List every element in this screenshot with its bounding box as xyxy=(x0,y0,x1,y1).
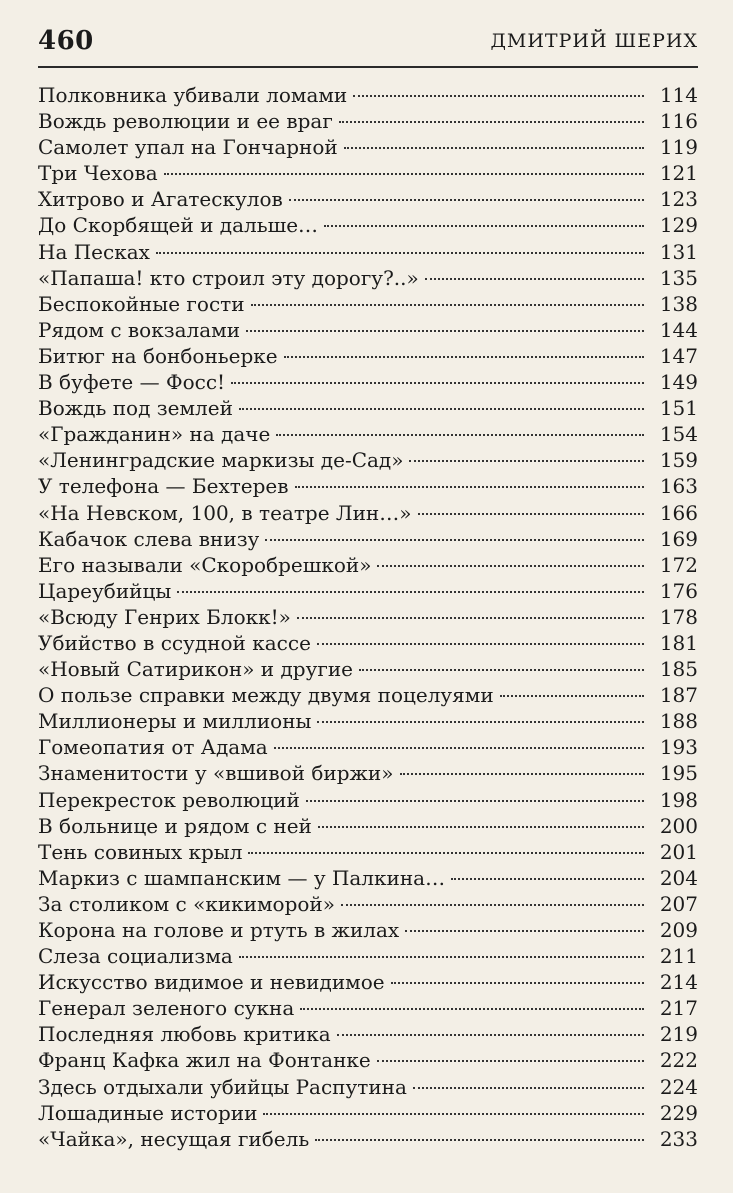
toc-entry-title: Самолет упал на Гончарной xyxy=(38,135,338,160)
toc-dot-leader xyxy=(339,121,644,123)
toc-entry-title: Искусство видимое и невидимое xyxy=(38,970,385,995)
toc-entry-page-number: 147 xyxy=(659,343,698,368)
toc-entry-page-number: 204 xyxy=(659,865,698,890)
toc-entry-page-number: 116 xyxy=(659,109,698,134)
toc-entry-title: Вождь революции и ее враг xyxy=(38,109,333,134)
toc-entry-page-number: 149 xyxy=(659,370,698,395)
toc-dot-leader xyxy=(284,356,644,358)
toc-entry xyxy=(38,473,698,499)
toc-dot-leader xyxy=(156,252,644,254)
toc-entry xyxy=(38,1126,698,1152)
toc-entry-title: «Папаша! кто строил эту дорогу?..» xyxy=(38,265,419,290)
toc-entry xyxy=(38,578,698,604)
toc-entry-title: Тень совиных крыл xyxy=(38,839,243,864)
toc-entry xyxy=(38,552,698,578)
toc-dot-leader xyxy=(405,930,644,932)
toc-dot-leader xyxy=(177,591,644,593)
toc-dot-leader xyxy=(500,695,644,697)
toc-dot-leader xyxy=(164,173,644,175)
toc-entry-page-number: 129 xyxy=(659,213,698,238)
toc-entry-title: На Песках xyxy=(38,239,150,264)
toc-entry-page-number: 119 xyxy=(659,135,698,160)
toc-entry-page-number: 169 xyxy=(659,526,698,551)
toc-entry-page-number: 211 xyxy=(659,944,698,969)
toc-dot-leader xyxy=(265,539,644,541)
toc-entry-title: Цареубийцы xyxy=(38,578,172,603)
toc-dot-leader xyxy=(324,225,644,227)
toc-dot-leader xyxy=(418,513,645,515)
toc-entry-title: О пользе справки между двумя поцелуями xyxy=(38,683,494,708)
toc-entry-title: Корона на голове и ртуть в жилах xyxy=(38,918,400,942)
toc-dot-leader xyxy=(359,669,644,671)
toc-entry xyxy=(38,317,698,343)
toc-dot-leader xyxy=(425,278,644,280)
toc-entry-title: Хитрово и Агатескулов xyxy=(38,187,283,212)
toc-entry xyxy=(38,604,698,630)
toc-dot-leader xyxy=(274,747,644,749)
toc-entry xyxy=(38,708,698,734)
toc-entry-page-number: 159 xyxy=(659,448,698,473)
toc-entry-page-number: 198 xyxy=(659,787,698,812)
toc-entry-title: Вождь под землей xyxy=(38,396,233,421)
page-header xyxy=(38,22,698,68)
toc-entry-page-number: 178 xyxy=(659,604,698,629)
toc-entry-title: Кабачок слева внизу xyxy=(38,526,260,551)
toc-dot-leader xyxy=(409,460,644,462)
toc-dot-leader xyxy=(413,1087,644,1089)
toc-entry-title: У телефона — Бехтерев xyxy=(38,474,289,499)
toc-dot-leader xyxy=(377,565,644,567)
toc-dot-leader xyxy=(317,643,644,645)
toc-dot-leader xyxy=(246,330,644,332)
toc-entry-title: Рядом с вокзалами xyxy=(38,317,241,342)
running-head-author: ДМИТРИЙ ШЕРИХ xyxy=(490,30,698,52)
toc-dot-leader xyxy=(295,486,644,488)
toc-entry xyxy=(38,1047,698,1073)
toc-entry-page-number: 135 xyxy=(659,265,698,290)
toc-entry-page-number: 224 xyxy=(659,1074,698,1099)
toc-entry xyxy=(38,291,698,317)
toc-dot-leader xyxy=(341,904,644,906)
toc-entry-title: Слеза социализма xyxy=(38,944,233,969)
toc-entry-page-number: 172 xyxy=(659,552,698,577)
toc-entry xyxy=(38,1100,698,1126)
toc-entry-title: Три Чехова xyxy=(38,161,158,186)
toc-entry-title: Перекресток революций xyxy=(38,787,300,812)
toc-entry xyxy=(38,787,698,813)
toc-dot-leader xyxy=(451,878,644,880)
toc-entry-title: Франц Кафка жил на Фонтанке xyxy=(38,1048,371,1073)
toc-entry-page-number: 176 xyxy=(659,578,698,603)
toc-dot-leader xyxy=(400,773,645,775)
toc-entry-title: За столиком с «кикиморой» xyxy=(38,891,336,916)
table-of-contents xyxy=(38,82,698,1152)
toc-entry-page-number: 144 xyxy=(659,317,698,342)
toc-entry-page-number: 181 xyxy=(659,630,698,655)
toc-entry-title: До Скорбящей и дальше… xyxy=(38,213,319,238)
toc-entry xyxy=(38,186,698,212)
toc-entry-title: Полковника убивали ломами xyxy=(38,83,348,107)
toc-entry-page-number: 131 xyxy=(659,239,698,264)
toc-entry-page-number: 138 xyxy=(659,291,698,316)
toc-entry xyxy=(38,343,698,369)
toc-entry xyxy=(38,734,698,760)
toc-entry xyxy=(38,526,698,552)
toc-entry-page-number: 187 xyxy=(659,683,698,708)
toc-dot-leader xyxy=(377,1060,644,1062)
toc-dot-leader xyxy=(251,304,644,306)
toc-dot-leader xyxy=(276,434,644,436)
toc-dot-leader xyxy=(239,956,644,958)
toc-entry-page-number: 114 xyxy=(659,83,698,107)
toc-entry-page-number: 163 xyxy=(659,474,698,499)
toc-entry-page-number: 222 xyxy=(659,1048,698,1073)
toc-entry xyxy=(38,160,698,186)
toc-entry xyxy=(38,395,698,421)
page-number: 460 xyxy=(38,26,94,56)
toc-entry xyxy=(38,239,698,265)
toc-dot-leader xyxy=(300,1008,644,1010)
toc-entry-page-number: 201 xyxy=(659,839,698,864)
toc-entry xyxy=(38,682,698,708)
toc-entry-title: «Чайка», несущая гибель xyxy=(38,1126,310,1151)
toc-entry xyxy=(38,265,698,291)
toc-entry-title: Маркиз с шампанским — у Палкина… xyxy=(38,865,446,890)
toc-entry xyxy=(38,839,698,865)
toc-entry xyxy=(38,943,698,969)
toc-entry xyxy=(38,1021,698,1047)
toc-entry xyxy=(38,108,698,134)
toc-dot-leader xyxy=(318,826,644,828)
toc-entry xyxy=(38,995,698,1021)
toc-entry-page-number: 217 xyxy=(659,996,698,1021)
toc-entry-title: Лошадиные истории xyxy=(38,1100,258,1125)
toc-entry-title: «На Невском, 100, в театре Лин…» xyxy=(38,500,412,525)
toc-entry xyxy=(38,891,698,917)
toc-dot-leader xyxy=(297,617,644,619)
toc-dot-leader xyxy=(353,95,644,97)
toc-entry-title: Убийство в ссудной кассе xyxy=(38,630,311,655)
toc-entry xyxy=(38,500,698,526)
toc-entry xyxy=(38,421,698,447)
toc-entry-title: Гомеопатия от Адама xyxy=(38,735,268,760)
toc-dot-leader xyxy=(337,1034,644,1036)
toc-entry-page-number: 154 xyxy=(659,422,698,447)
toc-entry-page-number: 188 xyxy=(659,709,698,734)
toc-entry-title: «Ленинградские маркизы де-Сад» xyxy=(38,448,404,473)
toc-entry xyxy=(38,82,698,108)
toc-dot-leader xyxy=(231,382,644,384)
toc-dot-leader xyxy=(289,199,644,201)
toc-entry-title: «Гражданин» на даче xyxy=(38,422,271,447)
toc-entry-page-number: 185 xyxy=(659,657,698,682)
toc-dot-leader xyxy=(317,721,644,723)
toc-entry xyxy=(38,656,698,682)
toc-dot-leader xyxy=(306,800,644,802)
toc-entry-title: Знаменитости у «вшивой биржи» xyxy=(38,761,394,786)
toc-entry xyxy=(38,369,698,395)
toc-entry xyxy=(38,212,698,238)
toc-entry-page-number: 229 xyxy=(659,1100,698,1125)
toc-entry-title: Его называли «Скоробрешкой» xyxy=(38,552,372,577)
toc-entry xyxy=(38,1074,698,1100)
toc-entry xyxy=(38,813,698,839)
toc-entry xyxy=(38,630,698,656)
toc-entry xyxy=(38,917,698,943)
toc-entry-title: В буфете — Фосс! xyxy=(38,370,226,395)
toc-entry-page-number: 151 xyxy=(659,396,698,421)
toc-entry-page-number: 233 xyxy=(659,1126,698,1151)
toc-entry-title: Миллионеры и миллионы xyxy=(38,709,312,734)
toc-dot-leader xyxy=(391,982,644,984)
toc-entry-title: Беспокойные гости xyxy=(38,291,245,316)
toc-entry-page-number: 207 xyxy=(659,891,698,916)
toc-entry xyxy=(38,865,698,891)
toc-entry xyxy=(38,134,698,160)
toc-entry-title: Генерал зеленого сукна xyxy=(38,996,295,1021)
toc-entry-page-number: 219 xyxy=(659,1022,698,1047)
toc-entry-title: Здесь отдыхали убийцы Распутина xyxy=(38,1074,407,1099)
toc-entry-page-number: 166 xyxy=(659,500,698,525)
toc-entry-title: Последняя любовь критика xyxy=(38,1022,331,1047)
toc-dot-leader xyxy=(315,1139,644,1141)
toc-entry-title: «Всюду Генрих Блокк!» xyxy=(38,604,291,629)
toc-entry xyxy=(38,969,698,995)
toc-entry-page-number: 193 xyxy=(659,735,698,760)
toc-entry-page-number: 209 xyxy=(659,918,698,942)
toc-entry-page-number: 195 xyxy=(659,761,698,786)
toc-entry-title: «Новый Сатирикон» и другие xyxy=(38,657,354,682)
toc-entry-page-number: 123 xyxy=(659,187,698,212)
toc-entry xyxy=(38,760,698,786)
toc-dot-leader xyxy=(344,147,644,149)
toc-entry-page-number: 214 xyxy=(659,970,698,995)
toc-dot-leader xyxy=(239,408,644,410)
toc-entry-title: В больнице и рядом с ней xyxy=(38,813,312,838)
toc-dot-leader xyxy=(248,852,644,854)
toc-entry-title: Битюг на бонбоньерке xyxy=(38,343,278,368)
toc-entry-page-number: 121 xyxy=(659,161,698,186)
toc-entry xyxy=(38,447,698,473)
toc-dot-leader xyxy=(263,1113,644,1115)
toc-entry-page-number: 200 xyxy=(659,813,698,838)
